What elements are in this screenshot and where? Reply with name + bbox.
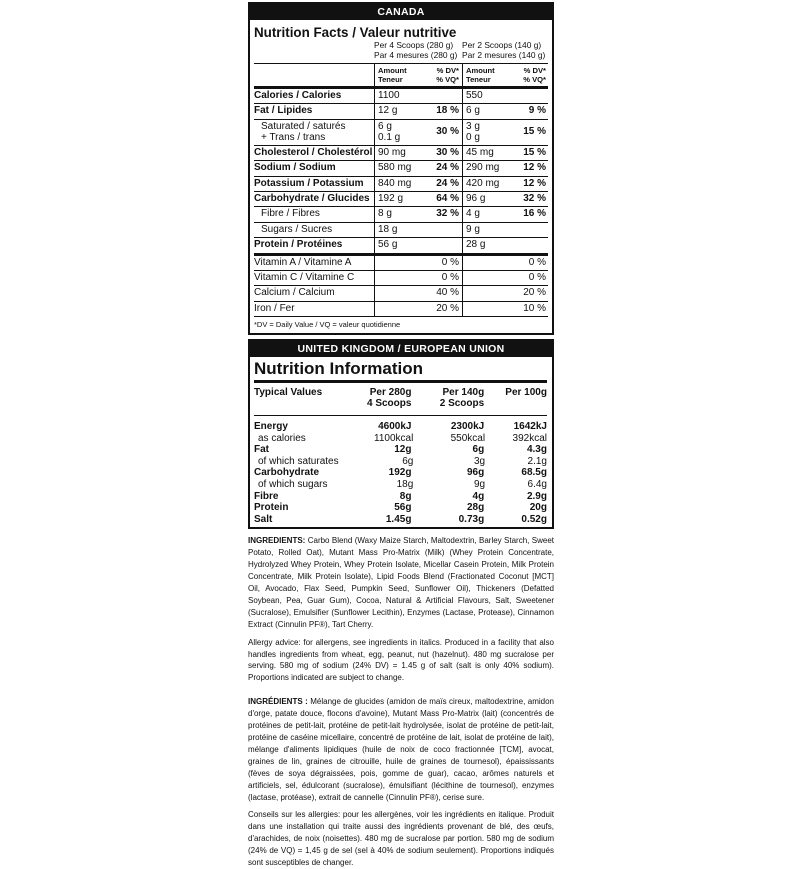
ingredients-french: INGRÉDIENTS : Mélange de glucides (amidon de maïs cireux, maltodextrine, amidon d'orge, patate douce, flocons d'avoine), Mutant Mass Pro-Matrix (lait) (concentrés de protéines de petit-lait, protéine de petit-lait hydrolysée, isolat de protéine de petit-lait, protéine de caséine micellaire, concentré de protéine de lait, isolat de protéine de lait), mélange d'aliments lipidiques (huile de noix de coco fractionnée [TCM], avocat, graines de lin, graines de citrouille, huile de graines de tournesol), épaississants (fèves de soya dégraissées, pois, gomme de guar), cacao, arômes naturels et artificiels, sel, édulcorant (sucralose), émulsifiant (lécithine de tournesol), enzymes (lactase, protéase), extrait de cannelle (Cinnulin PF®), cerise sure. xyxy=(248,697,554,802)
canada-nutrition-panel xyxy=(248,2,554,335)
nutrient-row-calories: Calories / Calories 1100 550 xyxy=(254,89,548,104)
nutrient-row-fibre: Fibre / Fibres 8 g 32 % 4 g 16 % xyxy=(254,207,548,222)
uk-row-protein: Protein 56g 28g 20g xyxy=(254,502,547,514)
uk-panel-title: Nutrition Information xyxy=(254,357,547,383)
nutrient-row-sugars: Sugars / Sucres 18 g 9 g xyxy=(254,223,548,238)
uk-row-fibre: Fibre 8g 4g 2.9g xyxy=(254,490,547,502)
canada-column-header xyxy=(254,63,548,89)
mineral-row-calcium: Calcium / Calcium 40 % 20 % xyxy=(254,286,548,301)
uk-row-saturates: of which saturates 6g 3g 2.1g xyxy=(258,455,547,467)
uk-row-energy: Energy 4600kJ 2300kJ 1642kJ xyxy=(254,421,547,433)
uk-column-header: Typical Values Per 280g 4 Scoops Per 140g 2 Scoops Per 100g xyxy=(254,383,547,416)
vitamin-row-a: Vitamin A / Vitamine A 0 % 0 % xyxy=(254,256,548,271)
dv-header-a: % DV* % VQ* xyxy=(436,66,459,84)
allergy-advice-english: Allergy advice: for allergens, see ingredients in italics. Produced in a facility that also handles ingredients from wheat, egg, peanut, nut (hazelnut). 480 mg sucralose per serving. 580 mg of sodium (24% DV) = 1.45 g of salt (salt is only 40% sodium). Proportions indicated are subject to change. xyxy=(248,637,554,683)
nutrient-row-cholesterol: Cholesterol / Cholestérol 90 mg 30 % 45 mg 15 % xyxy=(254,146,548,161)
canada-serving-header xyxy=(254,40,548,60)
allergy-advice-french: Conseils sur les allergies: pour les allergènes, voir les ingrédients en italique. Produit dans une installation qui traite aussi des ingrédients provenant de blé, des œufs, d'arachides, de noix (noisettes). 480 mg de sucralose par portion. 580 mg de sodium (24% de VQ) = 1,45 g de sel (sel à 40% de sodium seulement). Proportions indiqués sont susceptibles de changer. xyxy=(248,810,554,868)
mineral-row-iron: Iron / Fer 20 % 10 % xyxy=(254,302,548,317)
nutrient-row-fat: Fat / Lipides 12 g 18 % 6 g 9 % xyxy=(254,104,548,119)
amount-header-a: Amount Teneur xyxy=(374,64,428,86)
nutrient-row-protein: Protein / Protéines 56 g 28 g xyxy=(254,238,548,255)
nutrient-row-sodium: Sodium / Sodium 580 mg 24 % 290 mg 12 % xyxy=(254,161,548,176)
uk-row-salt: Salt 1.45g 0.73g 0.52g xyxy=(254,513,547,525)
ingredients-english: INGREDIENTS: Carbo Blend (Waxy Maize Starch, Maltodextrin, Barley Starch, Sweet Potato, Rolled Oat), Mutant Mass Pro-Matrix (Milk) (Whey Protein Concentrate, Hydrolyzed Whey Protein, Whey Protein Isolate, Micellar Casein Protein, Milk Protein Concentrate, Milk Protein Isolate), Lipid Foods Blend (Fractionated Coconut [MCT] Oil, Avocado, Flax Seed, Pumpkin Seed, Sunflower Oil), Thickeners (Defatted Soybean, Pea, Guar Gum), Cocoa, Natural & Artificial Flavours, Salt, Sweetener (Sucralose), Emulsifier (Sunflower Lecithin), Enzymes (Lactase, Protease), Cinnamon Extract (Cinnulin PF®), Tart Cherry. xyxy=(248,536,554,629)
nutrient-row-carbohydrate: Carbohydrate / Glucides 192 g 64 % 96 g 32 % xyxy=(254,192,548,207)
canada-serving-b: Per 2 Scoops (140 g) Par 2 mesures (140 g) xyxy=(462,40,546,60)
canada-region-band: CANADA xyxy=(250,4,552,20)
uk-eu-nutrition-panel xyxy=(248,339,554,529)
canada-footnote: *DV = Daily Value / VQ = valeur quotidienne xyxy=(254,320,401,330)
uk-row-fat: Fat 12g 6g 4.3g xyxy=(254,444,547,456)
uk-nutrient-table xyxy=(254,416,547,525)
uk-eu-region-band: UNITED KINGDOM / EUROPEAN UNION xyxy=(250,341,552,357)
nutrient-row-saturated-trans: Saturated / saturés + Trans / trans 6 g 0.1 g 30 % 3 g 0 g 15 % xyxy=(254,120,548,146)
uk-row-carbohydrate: Carbohydrate 192g 96g 68.5g xyxy=(254,467,547,479)
uk-row-sugars: of which sugars 18g 9g 6.4g xyxy=(258,479,547,491)
nutrition-label xyxy=(248,2,554,869)
canada-panel-title: Nutrition Facts / Valeur nutritive xyxy=(254,25,457,40)
uk-row-calories: as calories 1100kcal 550kcal 392kcal xyxy=(258,432,547,444)
vitamin-row-c: Vitamin C / Vitamine C 0 % 0 % xyxy=(254,271,548,286)
canada-serving-a: Per 4 Scoops (280 g) Par 4 mesures (280 g) xyxy=(374,40,458,60)
amount-header-b: Amount Teneur xyxy=(462,64,514,86)
nutrient-row-potassium: Potassium / Potassium 840 mg 24 % 420 mg 12 % xyxy=(254,177,548,192)
dv-header-b: % DV* % VQ* xyxy=(523,66,546,84)
